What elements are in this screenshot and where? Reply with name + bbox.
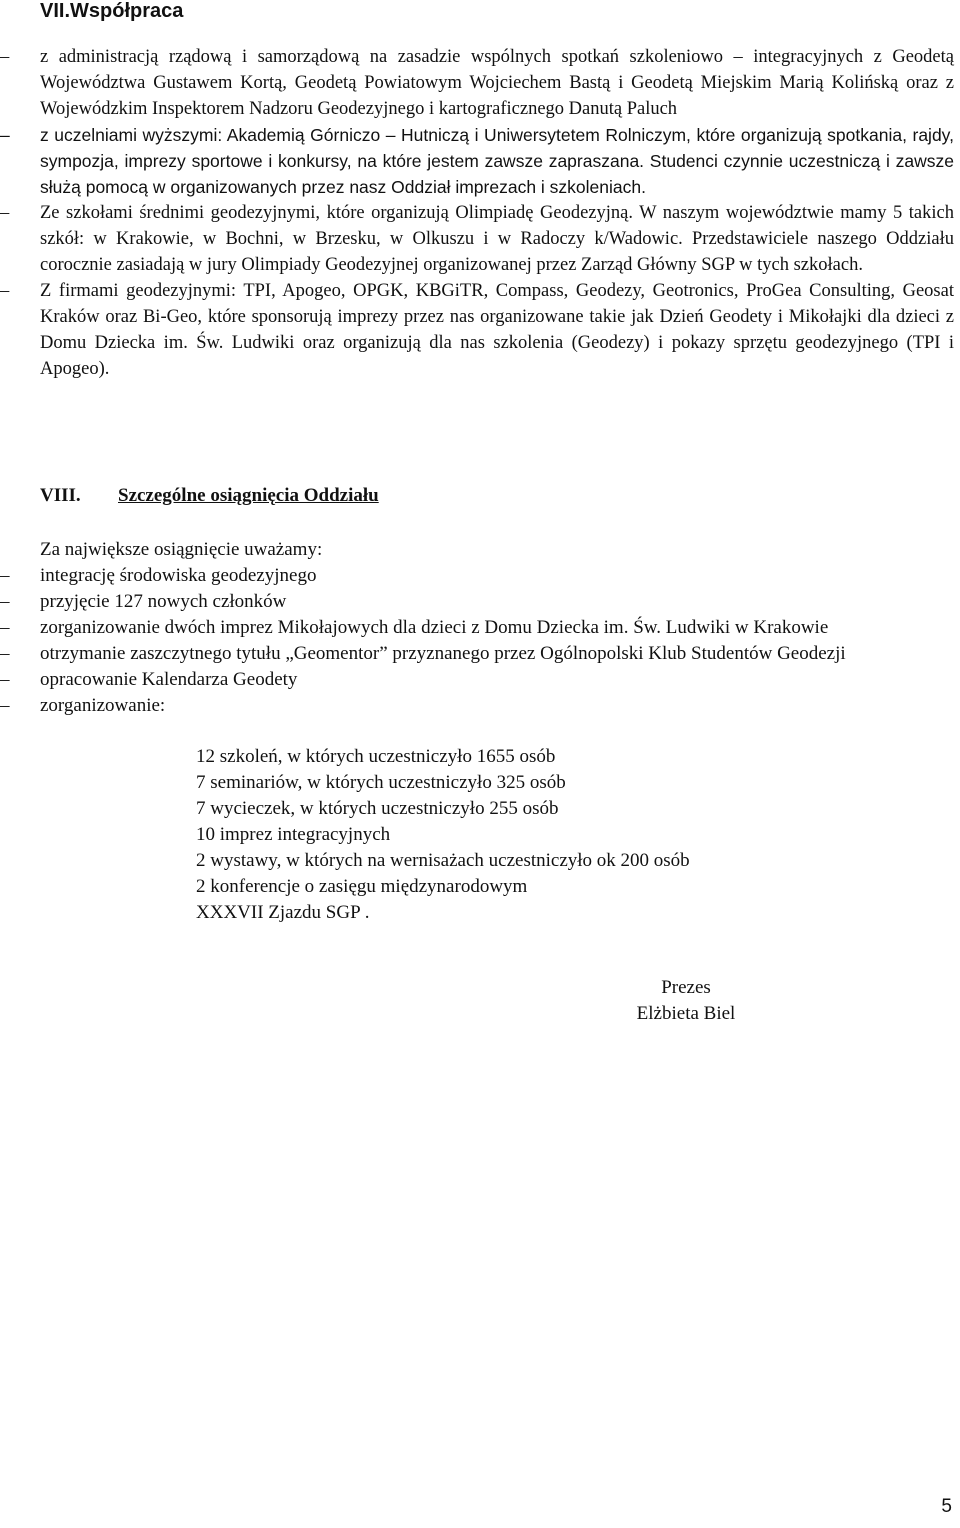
dash-bullet: –	[0, 565, 10, 586]
organized-event: 2 wystawy, w których na wernisażach uczestniczyło ok 200 osób	[196, 850, 690, 871]
list-item	[0, 563, 960, 589]
list-item	[0, 667, 960, 693]
list-item	[0, 615, 960, 641]
dash-bullet: –	[0, 643, 10, 664]
list-item-text: integrację środowiska geodezyjnego	[40, 565, 317, 586]
section-7-heading: VII.Współpraca	[40, 0, 184, 22]
dash-bullet: –	[0, 47, 10, 67]
list-item-text: opracowanie Kalendarza Geodety	[40, 669, 298, 690]
organized-event: 10 imprez integracyjnych	[196, 824, 391, 845]
list-item	[0, 641, 960, 667]
page-number: 5	[941, 1496, 952, 1517]
organized-event: XXXVII Zjazdu SGP .	[196, 902, 370, 923]
list-item-text: Z firmami geodezyjnymi: TPI, Apogeo, OPGK, KBGiTR, Compass, Geodezy, Geotronics, ProGea Consulting, Geosat Kraków oraz Bi-Geo, które sponsorują imprezy przez nas organizowane takie jak Dzień Geodety i Mikołajki dla dzieci z Domu Dziecka im. Św. Ludwiki oraz organizują dla nas szkolenia (Geodezy) i pokazy sprzętu geodezyjnego (TPI i Apogeo).	[40, 281, 954, 379]
organized-event: 7 wycieczek, w których uczestniczyło 255 osób	[196, 798, 559, 819]
section-8-title: Szczególne osiągnięcia Oddziału	[118, 485, 379, 506]
achievements-intro: Za największe osiągnięcie uważamy:	[40, 539, 323, 560]
list-item	[0, 122, 960, 200]
list-item	[0, 44, 960, 122]
signature-block	[600, 975, 772, 1027]
dash-bullet: –	[0, 281, 10, 301]
dash-bullet: –	[0, 125, 10, 145]
list-item-text: z administracją rządową i samorządową na zasadzie wspólnych spotkań szkoleniowo – integracyjnych z Geodetą Województwa Gustawem Kortą, Geodetą Powiatowym Wojciechem Bastą i Geodetą Miejskim Marią Kolińską oraz z Wojewódzkim Inspektorem Nadzoru Geodezyjnego i kartograficznego Danutą Paluch	[40, 47, 954, 119]
dash-bullet: –	[0, 591, 10, 612]
organized-events-list	[196, 744, 690, 926]
dash-bullet: –	[0, 669, 10, 690]
list-item	[0, 693, 960, 719]
dash-bullet: –	[0, 617, 10, 638]
dash-bullet: –	[0, 203, 10, 223]
section-8-heading	[40, 484, 379, 508]
organized-event: 7 seminariów, w których uczestniczyło 325 osób	[196, 772, 566, 793]
organized-event: 2 konferencje o zasięgu międzynarodowym	[196, 876, 528, 897]
list-item	[0, 589, 960, 615]
list-item-text: zorganizowanie dwóch imprez Mikołajowych dla dzieci z Domu Dziecka im. Św. Ludwiki w Krakowie	[40, 617, 829, 638]
list-item-text: otrzymanie zaszczytnego tytułu „Geomentor” przyznanego przez Ogólnopolski Klub Studentów Geodezji	[40, 643, 846, 664]
section-8-number: VIII.	[40, 485, 81, 506]
signature-role: Prezes	[661, 977, 711, 998]
list-item-text: przyjęcie 127 nowych członków	[40, 591, 287, 612]
organized-event: 12 szkoleń, w których uczestniczyło 1655 osób	[196, 746, 556, 767]
list-item-text: Ze szkołami średnimi geodezyjnymi, które organizują Olimpiadę Geodezyjną. W naszym województwie mamy 5 takich szkół: w Krakowie, w Bochni, w Brzesku, w Olkuszu i w Radoczy k/Wadowic. Przedstawiciele naszego Oddziału corocznie zasiadają w jury Olimpiady Geodezyjnej organizowanej przez Zarząd Główny SGP w tych szkołach.	[40, 203, 954, 275]
cooperation-list	[0, 44, 960, 382]
list-item-text: z uczelniami wyższymi: Akademią Górniczo – Hutniczą i Uniwersytetem Rolniczym, które organizują spotkania, rajdy, sympozja, imprezy sportowe i konkursy, na które jestem zawsze zapraszana. Studenci czynnie uczestniczą i zawsze służą pomocą w organizowanych przez nasz Oddział imprezach i szkoleniach.	[40, 125, 954, 197]
list-item	[0, 200, 960, 278]
signature-name: Elżbieta Biel	[636, 1003, 736, 1024]
list-item	[0, 278, 960, 382]
achievements-list	[0, 563, 960, 719]
dash-bullet: –	[0, 695, 10, 716]
organized-label: zorganizowanie:	[40, 695, 166, 716]
